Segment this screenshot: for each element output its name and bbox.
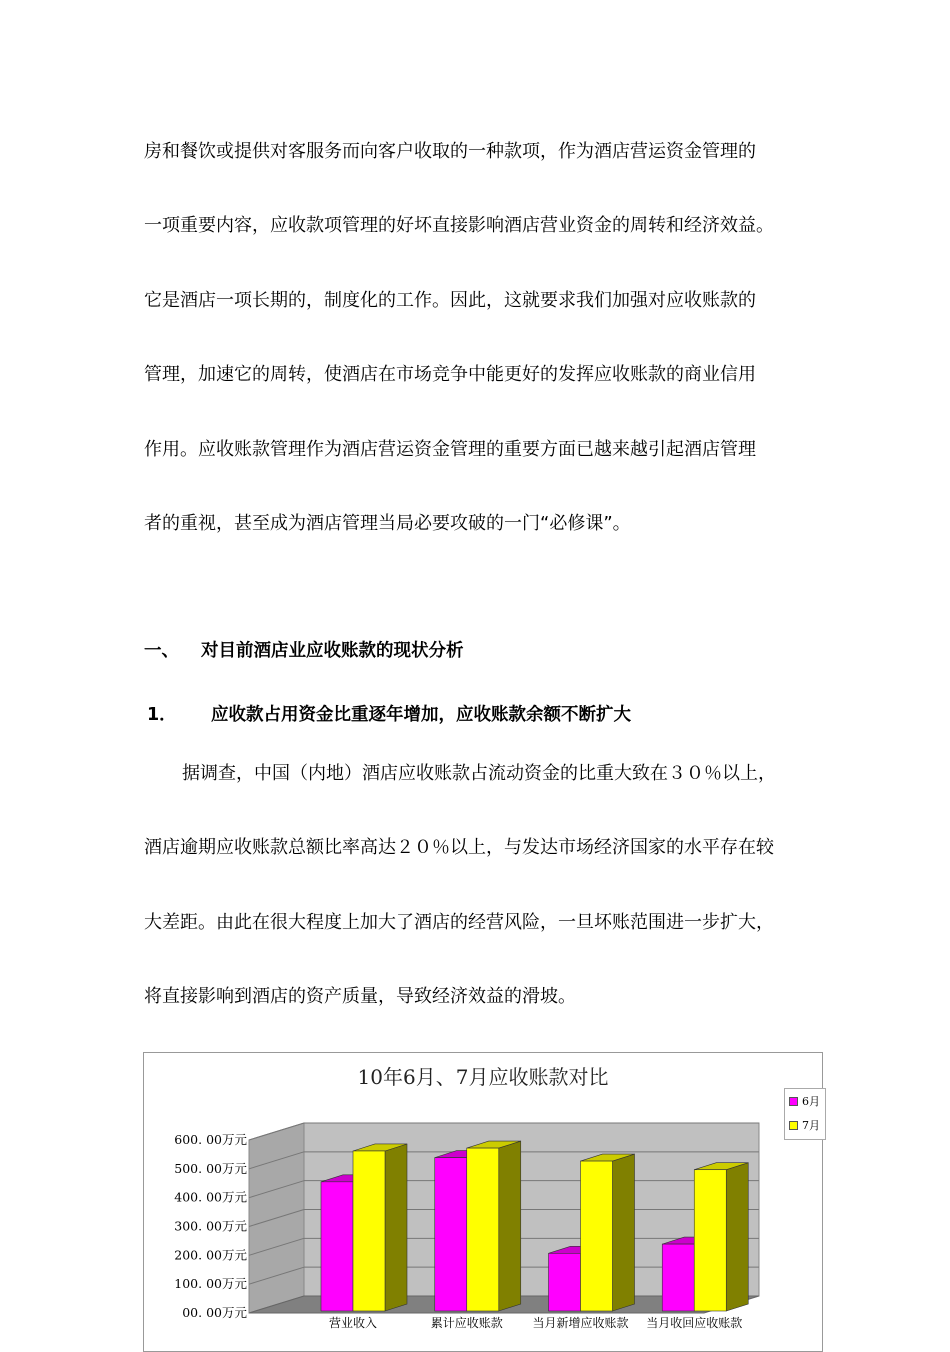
legend-item-june [785,1089,825,1113]
bar-july [581,1161,613,1311]
bar-june [662,1244,694,1311]
bar-july [694,1170,726,1311]
y-tick-label: 100. 00万元 [174,1276,247,1292]
legend-swatch-june [789,1097,798,1106]
legend-swatch-july [789,1121,798,1130]
text-line: 管理，加速它的周转，使酒店在市场竞争中能更好的发挥应收账款的商业信用 [144,364,756,385]
bar-side-july [385,1144,407,1311]
x-tick-label: 当月新增应收账款 [532,1316,629,1330]
text-line: 大差距。由此在很大程度上加大了酒店的经营风险，一旦坏账范围进一步扩大， [144,912,774,933]
legend-label-june: 6月 [802,1095,820,1108]
bar-side-july [726,1163,748,1311]
text-line: 酒店逾期应收账款总额比率高达２０％以上，与发达市场经济国家的水平存在较 [144,837,774,858]
y-tick-label: 600. 00万元 [174,1132,247,1147]
text-line: 房和餐饮或提供对客服务而向客户收取的一种款项，作为酒店营运资金管理的 [144,141,756,162]
bar-chart [144,1053,784,1343]
subsection-number: 1． [147,705,177,725]
y-tick-label: 500. 00万元 [174,1160,247,1176]
bar-side-july [499,1141,521,1311]
y-tick-label: 400. 00万元 [174,1189,247,1205]
text-line: 者的重视，甚至成为酒店管理当局必要攻破的一门“必修课”。 [144,513,631,534]
y-tick-label: 200. 00万元 [174,1247,247,1263]
legend-item-july [785,1113,825,1137]
bar-july [467,1148,499,1311]
bar-june [435,1158,467,1311]
text-line: 作用。应收账款管理作为酒店营运资金管理的重要方面已越来越引起酒店管理 [144,439,756,460]
bar-june [549,1253,581,1311]
chart-title: 10年6月、7月应收账款对比 [357,1065,609,1089]
subsection-title: 应收款占用资金比重逐年增加，应收账款余额不断扩大 [211,705,631,725]
x-tick-label: 当月收回应收账款 [646,1316,743,1330]
bar-july [353,1151,385,1311]
section-number: 一、 [144,641,179,661]
text-line: 一项重要内容，应收款项管理的好坏直接影响酒店营业资金的周转和经济效益。 [144,215,774,236]
y-tick-label: 00. 00万元 [182,1305,247,1320]
bar-side-july [613,1154,635,1311]
bar-june [321,1182,353,1311]
y-tick-label: 300. 00万元 [174,1218,247,1234]
text-line: 将直接影响到酒店的资产质量，导致经济效益的滑坡。 [144,986,576,1007]
chart-legend [784,1088,826,1140]
section-title: 对目前酒店业应收账款的现状分析 [201,641,464,661]
x-tick-label: 累计应收账款 [430,1316,503,1330]
legend-label-july: 7月 [802,1119,820,1132]
x-tick-label: 营业收入 [328,1316,378,1330]
text-line: 它是酒店一项长期的，制度化的工作。因此，这就要求我们加强对应收账款的 [144,290,756,311]
chart-container [143,1052,823,1352]
text-line: 据调查，中国（内地）酒店应收账款占流动资金的比重大致在３０％以上， [182,763,776,784]
